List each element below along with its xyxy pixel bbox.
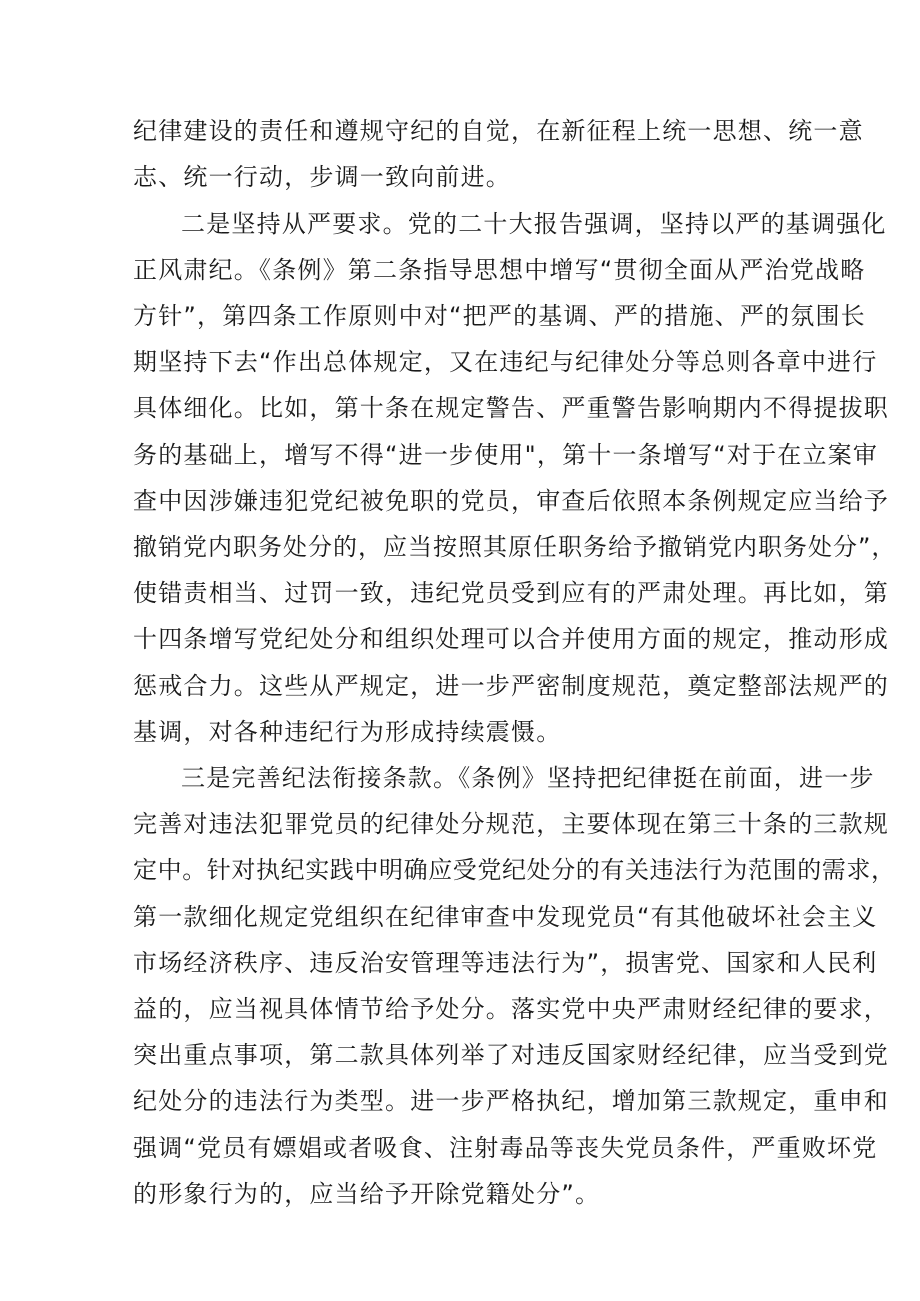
text-line: 撤销党内职务处分的，应当按照其原任职务给予撤销党内职务处分”， <box>133 533 897 561</box>
text-line: 方针”，第四条工作原则中对“把严的基调、严的措施、严的氛围长 <box>133 302 866 330</box>
text-line: 使错责相当、过罚一致，违纪党员受到应有的严肃处理。再比如，第 <box>133 579 889 607</box>
text-line: 期坚持下去“作出总体规定，又在违纪与纪律处分等总则各章中进行 <box>133 348 878 376</box>
text-line: 纪处分的违法行为类型。进一步严格执纪，增加第三款规定，重申和 <box>133 1087 889 1115</box>
text-line: 志、统一行动，步调一致向前进。 <box>133 163 511 191</box>
paragraph-heading-line: 二是坚持从严要求。党的二十大报告强调，坚持以严的基调强化 <box>181 210 887 238</box>
text-line: 益的，应当视具体情节给予处分。落实党中央严肃财经纪律的要求， <box>133 995 889 1023</box>
text-line: 完善对违法犯罪党员的纪律处分规范，主要体现在第三十条的三款规 <box>133 810 889 838</box>
paragraph-heading-line: 三是完善纪法衔接条款。《条例》坚持把纪律挺在前面，进一步 <box>181 764 875 792</box>
text-line: 查中因涉嫌违犯党纪被免职的党员，审查后依照本条例规定应当给予 <box>133 487 889 515</box>
text-line: 基调，对各种违纪行为形成持续震慑。 <box>133 718 562 746</box>
text-line: 突出重点事项，第二款具体列举了对违反国家财经纪律，应当受到党 <box>133 1041 889 1069</box>
text-line: 正风肃纪。《条例》第二条指导思想中增写“贯彻全面从严治党战略 <box>133 256 866 284</box>
text-line: 的形象行为的，应当给予开除党籍处分”。 <box>133 1180 601 1208</box>
text-line: 第一款细化规定党组织在纪律审查中发现党员“有其他破坏社会主义 <box>133 903 878 931</box>
text-line: 定中。针对执纪实践中明确应受党纪处分的有关违法行为范围的需求， <box>133 856 896 884</box>
text-line: 惩戒合力。这些从严规定，进一步严密制度规范，奠定整部法规严的 <box>133 672 889 700</box>
text-line: 具体细化。比如，第十条在规定警告、严重警告影响期内不得提拔职 <box>133 394 889 422</box>
text-line: 市场经济秩序、违反治安管理等违法行为”，损害党、国家和人民利 <box>133 949 878 977</box>
text-line: 十四条增写党纪处分和组织处理可以合并使用方面的规定，推动形成 <box>133 625 889 653</box>
text-line: 务的基础上，增写不得“进一步使用"，第十一条增写“对于在立案审 <box>133 441 879 469</box>
text-line: 纪律建设的责任和遵规守纪的自觉，在新征程上统一思想、统一意 <box>133 117 864 145</box>
text-line: 强调“党员有嫖娼或者吸食、注射毒品等丧失党员条件，严重败坏党 <box>133 1134 878 1162</box>
